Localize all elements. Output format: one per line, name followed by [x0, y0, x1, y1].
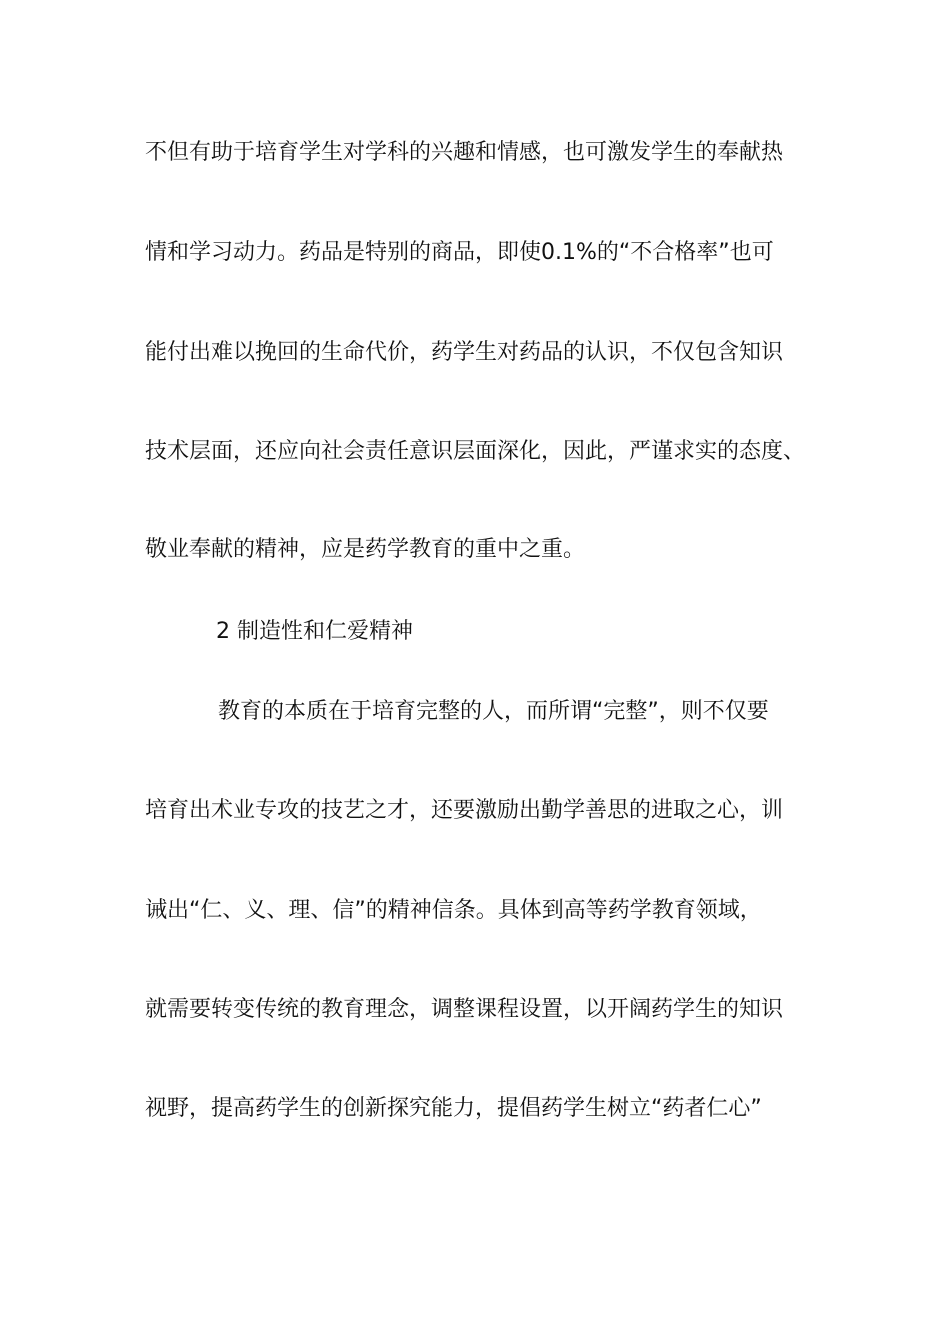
paragraph-line: 不但有助于培育学生对学科的兴趣和情感，也可激发学生的奉献热 — [145, 140, 784, 165]
paragraph-line: 能付出难以挽回的生命代价，药学生对药品的认识，不仅包含知识 — [145, 340, 784, 365]
paragraph-line: 教育的本质在于培育完整的人，而所谓“完整”，则不仅要 — [218, 699, 769, 724]
paragraph-line: 就需要转变传统的教育理念，调整课程设置，以开阔药学生的知识 — [145, 997, 784, 1022]
paragraph-line: 诫出“仁、义、理、信”的精神信条。具体到高等药学教育领域， — [145, 898, 762, 923]
paragraph-line: 视野，提高药学生的创新探究能力，提倡药学生树立“药者仁心” — [145, 1096, 762, 1121]
paragraph-line: 培育出术业专攻的技艺之才，还要激励出勤学善思的进取之心，训 — [145, 798, 784, 823]
section-heading: 2 制造性和仁爱精神 — [216, 619, 413, 644]
paragraph-line: 技术层面，还应向社会责任意识层面深化，因此，严谨求实的态度、 — [145, 439, 806, 464]
paragraph-line: 敬业奉献的精神，应是药学教育的重中之重。 — [145, 537, 586, 562]
paragraph-line: 情和学习动力。药品是特别的商品，即使0.1%的“不合格率”也可 — [145, 240, 774, 265]
